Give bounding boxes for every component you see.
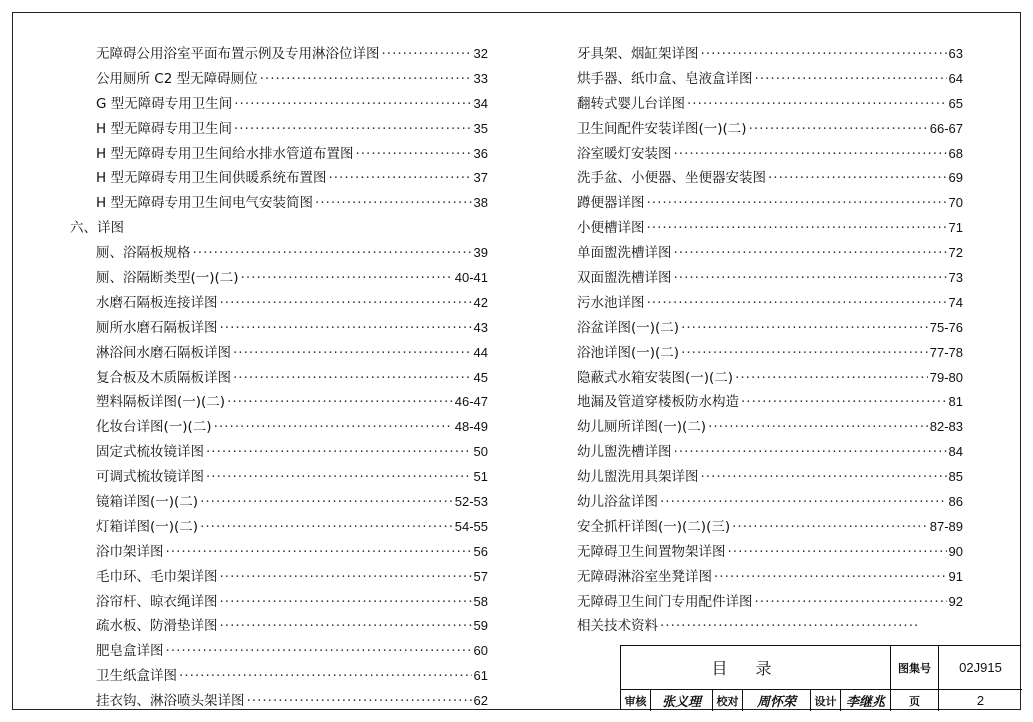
toc-entry-page: 64 [948,70,963,86]
toc-entry [577,465,963,490]
toc-entry-page: 74 [948,294,963,310]
toc-entry-title: 厕所水磨石隔板详图 [96,319,218,336]
toc-entry-page: 71 [948,220,963,236]
dot-leader [647,220,947,236]
toc-entry-title: 无障碍卫生间门专用配件详图 [577,593,753,610]
toc-entry-page: 87-89 [929,518,963,534]
toc-entry [70,614,488,639]
dot-leader [382,46,472,62]
toc-entry-title: 翻转式婴儿台详图 [577,95,685,112]
toc-entry-page: 45 [473,369,488,385]
toc-entry-title: 小便槽详图 [577,220,645,237]
toc-entry-page: 56 [473,543,488,559]
toc-entry [70,291,488,316]
toc-entry [70,366,488,391]
toc-entry-title: H 型无障碍专用卫生间电气安装简图 [96,195,313,212]
toc-entry [577,191,963,216]
toc-entry-title: 浴盆详图(一)(二) [577,319,680,336]
toc-entry [70,390,488,415]
toc-entry-title: G 型无障碍专用卫生间 [96,95,233,112]
toc-entry [70,142,488,167]
toc-entry-title: 污水池详图 [577,294,645,311]
toc-entry-title: 幼儿厕所详图(一)(二) [577,419,707,436]
toc-entry-page: 84 [948,444,963,460]
toc-entry-title: 挂衣钩、淋浴喷头架详图 [96,693,245,710]
drawing-title: 目录 [621,646,891,690]
toc-entry-page: 57 [473,568,488,584]
toc-entry [70,166,488,191]
toc-entry-title: H 型无障碍专用卫生间给水排水管道布置图 [96,145,354,162]
dot-leader [728,544,947,560]
toc-entry-page: 62 [473,693,488,709]
toc-entry-page: 38 [473,195,488,211]
toc-entry-title: 幼儿盥洗槽详图 [577,444,672,461]
toc-entry-page: 70 [948,195,963,211]
toc-entry [577,440,963,465]
dot-leader [355,146,471,162]
dot-leader [233,345,472,361]
toc-entry-title: 幼儿盥洗用具架详图 [577,469,699,486]
dot-leader [220,569,472,585]
dot-leader [220,618,472,634]
toc-entry-title: 卫生间配件安装详图(一)(二) [577,120,747,137]
toc-entry-title: 厕、浴隔板规格 [96,245,191,262]
toc-entry [577,117,963,142]
toc-entry-page: 44 [473,344,488,360]
dot-leader [660,494,947,510]
toc-entry-page: 59 [473,618,488,634]
toc-entry-title: 卫生纸盒详图 [96,668,177,685]
toc-entry [70,191,488,216]
toc-entry [577,291,963,316]
dot-leader [681,320,928,336]
toc-entry-page: 68 [948,145,963,161]
toc-entry-title: 灯箱详图(一)(二) [96,518,199,535]
toc-entry-page: 46-47 [454,394,488,410]
toc-entry-title: 淋浴间水磨石隔板详图 [96,344,231,361]
toc-entry-title: 塑料隔板详图(一)(二) [96,394,226,411]
dot-leader [234,121,472,137]
dot-leader [701,469,947,485]
dot-leader [755,594,947,610]
dot-leader [200,519,453,535]
toc-entry-page: 72 [948,245,963,261]
toc-entry-title: 公用厕所 C2 型无障碍厕位 [96,70,258,87]
toc-entry-title: 相关技术资料 [577,618,658,635]
toc-entry-page: 39 [473,245,488,261]
toc-entry [577,415,963,440]
toc-entry-title: 无障碍卫生间置物架详图 [577,543,726,560]
toc-entry [70,490,488,515]
dot-leader [755,71,947,87]
toc-entry-title: 单面盥洗槽详图 [577,245,672,262]
toc-entry-title: H 型无障碍专用卫生间供暖系统布置图 [96,170,327,187]
dot-leader [647,195,947,211]
toc-entry [577,142,963,167]
title-block [620,645,1021,710]
dot-leader [220,594,472,610]
toc-entry [70,465,488,490]
toc-entry [70,266,488,291]
toc-entry-title: 毛巾环、毛巾架详图 [96,568,218,585]
toc-entry [577,67,963,92]
toc-entry-title: 镜箱详图(一)(二) [96,494,199,511]
toc-entry-title: 双面盥洗槽详图 [577,270,672,287]
dot-leader [234,96,471,112]
toc-left-column [70,42,488,714]
dot-leader [674,444,947,460]
dot-leader [328,170,471,186]
dot-leader [166,544,472,560]
toc-entry [577,266,963,291]
toc-entry-title: 疏水板、防滑垫详图 [96,618,218,635]
dot-leader [674,270,947,286]
dot-leader [179,668,472,684]
toc-entry-page: 91 [948,568,963,584]
toc-entry-page: 90 [948,543,963,559]
toc-entry-page: 51 [473,469,488,485]
toc-entry [70,341,488,366]
toc-entry-page: 61 [473,668,488,684]
toc-entry [70,316,488,341]
toc-entry-title: 水磨石隔板连接详图 [96,294,218,311]
dot-leader [708,419,928,435]
toc-entry [577,316,963,341]
toc-entry [577,341,963,366]
toc-entry-page: 32 [473,46,488,61]
toc-entry-title: 六、详图 [70,220,124,237]
toc-entry [577,614,963,639]
dot-leader [206,469,472,485]
check-label: 校对 [713,690,743,711]
toc-entry [577,216,963,241]
toc-entry-page: 85 [948,469,963,485]
toc-entry-page: 54-55 [454,518,488,534]
toc-entry [70,565,488,590]
toc-entry [70,241,488,266]
toc-entry-title: 浴巾架详图 [96,543,164,560]
toc-entry-title: 浴池详图(一)(二) [577,344,680,361]
toc-entry [577,166,963,191]
toc-entry-page: 58 [473,593,488,609]
dot-leader [681,345,928,361]
toc-entry-page: 81 [948,394,963,410]
toc-right-column [577,42,963,639]
toc-entry-page: 33 [473,70,488,86]
toc-entry [577,366,963,391]
dot-leader [732,519,928,535]
page-label: 页 [891,690,939,711]
check-signature: 周怀荣 [743,690,811,711]
dot-leader [749,121,928,137]
dot-leader [260,71,472,87]
toc-entry-title: 浴帘杆、晾衣绳详图 [96,593,218,610]
dot-leader [233,370,472,386]
toc-entry-page: 35 [473,120,488,136]
toc-entry [70,540,488,565]
toc-entry [70,440,488,465]
toc-entry-title: 无障碍淋浴室坐凳详图 [577,568,712,585]
atlas-number: 02J915 [939,646,1022,690]
dot-leader [660,618,920,634]
toc-entry-title: 蹲便器详图 [577,195,645,212]
dot-leader [200,494,453,510]
toc-entry-page: 36 [473,145,488,161]
toc-entry-page: 82-83 [929,419,963,435]
dot-leader [241,270,453,286]
toc-entry [70,117,488,142]
toc-entry-page: 40-41 [454,270,488,286]
toc-entry [577,515,963,540]
toc-entry-page: 73 [948,270,963,286]
toc-entry-title: 隐蔽式水箱安装图(一)(二) [577,369,734,386]
toc-entry [577,565,963,590]
toc-entry-title: 安全抓杆详图(一)(二)(三) [577,518,731,535]
toc-entry-page: 69 [948,170,963,186]
toc-entry-page: 42 [473,294,488,310]
review-label: 审核 [621,690,651,711]
toc-entry-page: 52-53 [454,494,488,510]
toc-entry [577,241,963,266]
dot-leader [315,195,472,211]
toc-entry-title: 可调式梳妆镜详图 [96,469,204,486]
dot-leader [687,96,947,112]
toc-entry-page: 34 [473,95,488,111]
toc-entry-title: 地漏及管道穿楼板防水构造 [577,394,739,411]
dot-leader [768,170,947,186]
toc-entry [577,42,963,67]
toc-entry [70,67,488,92]
toc-entry-title: 幼儿浴盆详图 [577,494,658,511]
toc-entry [70,639,488,664]
toc-entry-title: 复合板及木质隔板详图 [96,369,231,386]
toc-entry-page: 48-49 [454,419,488,435]
dot-leader [647,295,947,311]
toc-entry [70,515,488,540]
toc-entry-page: 63 [948,46,963,61]
toc-entry-page: 43 [473,319,488,335]
toc-entry-title: 无障碍公用浴室平面布置示例及专用淋浴位详图 [96,46,380,62]
toc-entry-title: 烘手器、纸巾盒、皂液盒详图 [577,70,753,87]
toc-entry-page: 65 [948,95,963,111]
dot-leader [214,419,453,435]
atlas-number-label: 图集号 [891,646,939,690]
dot-leader [674,146,947,162]
toc-entry [577,490,963,515]
page-number: 2 [976,693,985,708]
toc-entry [577,590,963,615]
toc-entry-page: 86 [948,494,963,510]
design-label: 设计 [811,690,841,711]
dot-leader [674,245,947,261]
design-signature: 李继兆 [841,690,891,711]
toc-entry [70,415,488,440]
toc-entry [70,92,488,117]
dot-leader [166,643,472,659]
toc-entry-page: 50 [473,444,488,460]
toc-entry-page: 66-67 [929,120,963,136]
toc-entry [577,92,963,117]
toc-entry [70,664,488,689]
dot-leader [227,394,453,410]
toc-entry-title: 洗手盆、小便器、坐便器安装图 [577,170,766,187]
toc-entry [577,390,963,415]
toc-entry-title: H 型无障碍专用卫生间 [96,120,232,137]
dot-leader [735,370,928,386]
dot-leader [714,569,947,585]
toc-entry [70,42,488,67]
dot-leader [701,46,947,62]
toc-entry [70,216,488,241]
toc-entry-title: 厕、浴隔断类型(一)(二) [96,270,239,287]
dot-leader [247,693,472,709]
toc-entry [70,689,488,714]
toc-entry-page: 92 [948,593,963,609]
dot-leader [206,444,472,460]
toc-entry-title: 牙具架、烟缸架详图 [577,46,699,62]
toc-entry-title: 肥皂盒详图 [96,643,164,660]
dot-leader [220,320,472,336]
dot-leader [220,295,472,311]
toc-entry-page: 60 [473,643,488,659]
toc-entry-title: 固定式梳妆镜详图 [96,444,204,461]
toc-entry-page: 75-76 [929,319,963,335]
dot-leader [193,245,472,261]
toc-entry-title: 化妆台详图(一)(二) [96,419,212,436]
toc-entry-title: 浴室暖灯安装图 [577,145,672,162]
review-signature: 张义理 [651,690,713,711]
toc-entry-page: 77-78 [929,344,963,360]
toc-entry [577,540,963,565]
toc-entry-page: 79-80 [929,369,963,385]
toc-entry [70,590,488,615]
dot-leader [741,394,947,410]
toc-entry-page: 37 [473,170,488,186]
